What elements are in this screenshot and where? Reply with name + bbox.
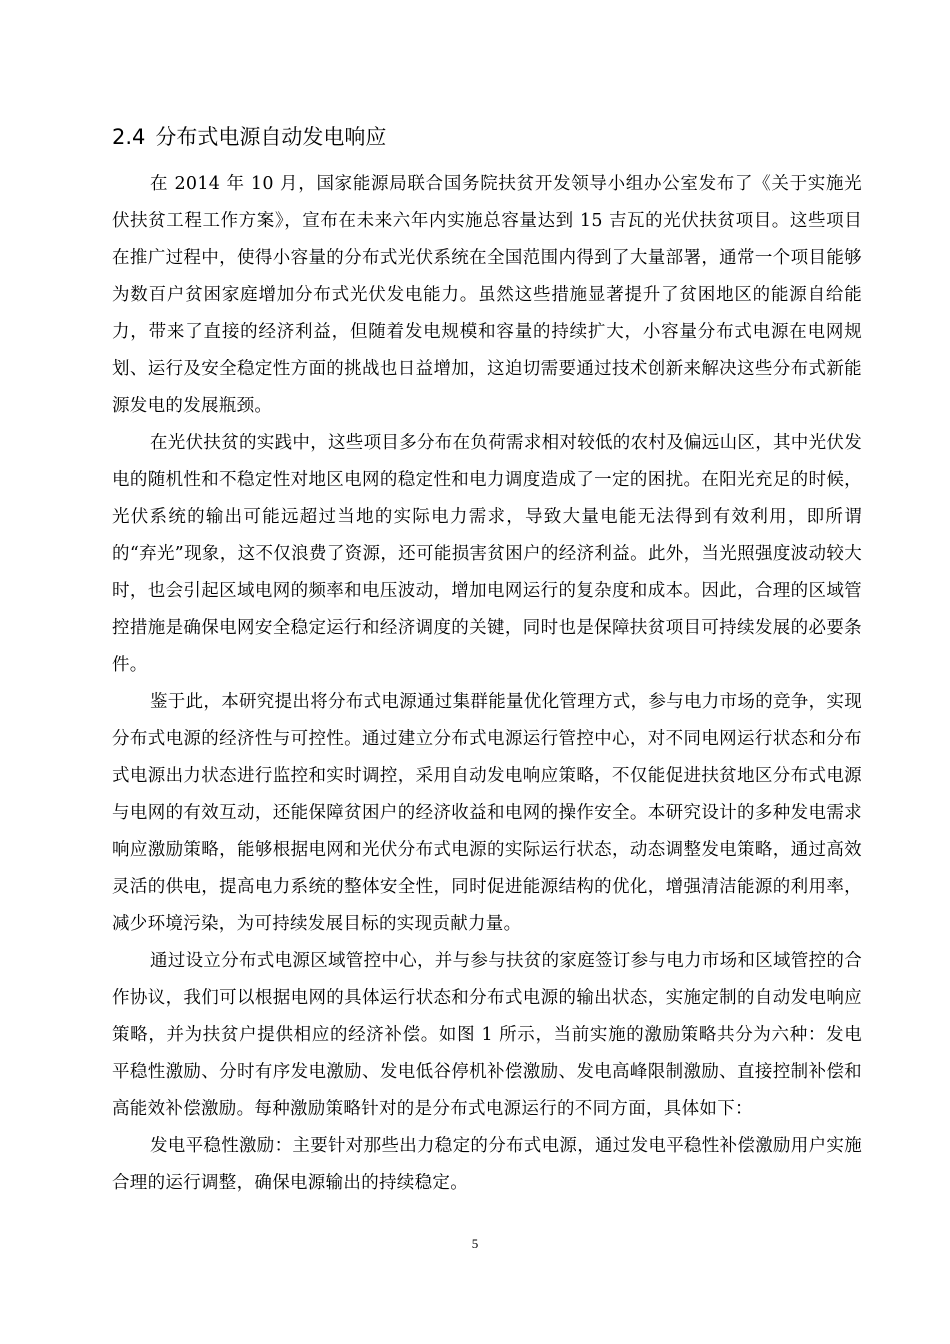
section-heading	[112, 122, 386, 152]
paragraph: 在光伏扶贫的实践中，这些项目多分布在负荷需求相对较低的农村及偏远山区，其中光伏发电的随机性和不稳定性对地区电网的稳定性和电力调度造成了一定的困扰。在阳光充足的时候，光伏系统的输出可能远超过当地的实际电力需求，导致大量电能无法得到有效利用，即所谓的“弃光”现象，这不仅浪费了资源，还可能损害贫困户的经济利益。此外，当光照强度波动较大时，也会引起区域电网的频率和电压波动，增加电网运行的复杂度和成本。因此，合理的区域管控措施是确保电网安全稳定运行和经济调度的关键，同时也是保障扶贫项目可持续发展的必要条件。	[112, 433, 862, 675]
section-number: 2.4	[112, 125, 146, 149]
paragraph: 在 2014 年 10 月，国家能源局联合国务院扶贫开发领导小组办公室发布了《关于实施光伏扶贫工程工作方案》，宣布在未来六年内实施总容量达到 15 吉瓦的光伏扶贫项目。这些项目在推广过程中，使得小容量的分布式光伏系统在全国范围内得到了大量部署，通常一个项目能够为数百户贫困家庭增加分布式光伏发电能力。虽然这些措施显著提升了贫困地区的能源自给能力，带来了直接的经济利益，但随着发电规模和容量的持续扩大，小容量分布式电源在电网规划、运行及安全稳定性方面的挑战也日益增加，这迫切需要通过技术创新来解决这些分布式新能源发电的发展瓶颈。	[112, 174, 862, 416]
body-text	[112, 166, 862, 1202]
page-number: 5	[471, 1236, 479, 1251]
paragraph: 鉴于此，本研究提出将分布式电源通过集群能量优化管理方式，参与电力市场的竞争，实现分布式电源的经济性与可控性。通过建立分布式电源运行管控中心，对不同电网运行状态和分布式电源出力状态进行监控和实时调控，采用自动发电响应策略，不仅能促进扶贫地区分布式电源与电网的有效互动，还能保障贫困户的经济收益和电网的操作安全。本研究设计的多种发电需求响应激励策略，能够根据电网和光伏分布式电源的实际运行状态，动态调整发电策略，通过高效灵活的供电，提高电力系统的整体安全性，同时促进能源结构的优化，增强清洁能源的利用率，减少环境污染，为可持续发展目标的实现贡献力量。	[112, 692, 862, 934]
paragraph: 通过设立分布式电源区域管控中心，并与参与扶贫的家庭签订参与电力市场和区域管控的合作协议，我们可以根据电网的具体运行状态和分布式电源的输出状态，实施定制的自动发电响应策略，并为扶贫户提供相应的经济补偿。如图 1 所示，当前实施的激励策略共分为六种：发电平稳性激励、分时有序发电激励、发电低谷停机补偿激励、发电高峰限制激励、直接控制补偿和高能效补偿激励。每种激励策略针对的是分布式电源运行的不同方面，具体如下：	[112, 951, 862, 1119]
section-title: 分布式电源自动发电响应	[155, 125, 387, 149]
paragraph: 发电平稳性激励：主要针对那些出力稳定的分布式电源，通过发电平稳性补偿激励用户实施合理的运行调整，确保电源输出的持续稳定。	[112, 1136, 862, 1193]
